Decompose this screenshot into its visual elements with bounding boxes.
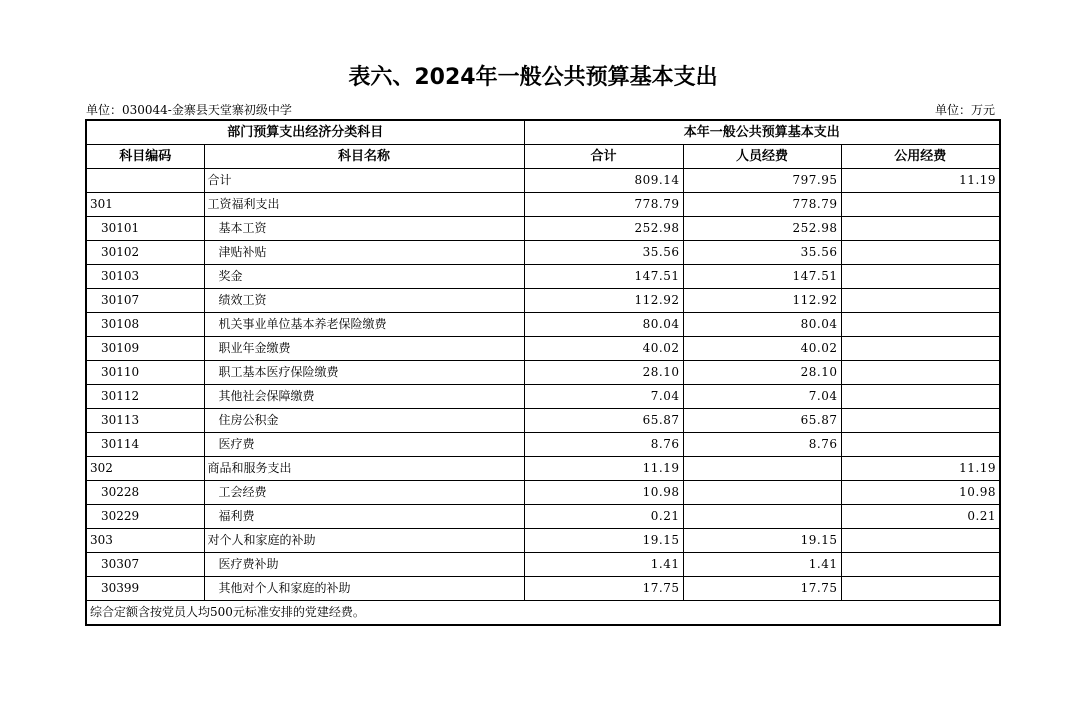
row-personnel: 65.87 bbox=[683, 409, 841, 433]
row-name: 工会经费 bbox=[204, 481, 524, 505]
row-personnel: 17.75 bbox=[683, 577, 841, 601]
table-body bbox=[86, 169, 1000, 601]
row-code: 303 bbox=[86, 529, 204, 553]
row-public bbox=[841, 361, 1000, 385]
row-name: 对个人和家庭的补助 bbox=[204, 529, 524, 553]
header-public: 公用经费 bbox=[841, 145, 1000, 169]
row-total: 252.98 bbox=[524, 217, 683, 241]
row-personnel: 19.15 bbox=[683, 529, 841, 553]
header-group-row bbox=[86, 120, 1000, 145]
row-public: 11.19 bbox=[841, 169, 1000, 193]
row-code: 30112 bbox=[86, 385, 204, 409]
row-public bbox=[841, 553, 1000, 577]
currency-unit-label: 单位：万元 bbox=[934, 103, 995, 117]
row-name: 机关事业单位基本养老保险缴费 bbox=[204, 313, 524, 337]
table-row bbox=[86, 241, 1000, 265]
row-personnel: 8.76 bbox=[683, 433, 841, 457]
row-personnel: 778.79 bbox=[683, 193, 841, 217]
table-row bbox=[86, 337, 1000, 361]
row-code: 30108 bbox=[86, 313, 204, 337]
row-name: 医疗费 bbox=[204, 433, 524, 457]
table-row bbox=[86, 169, 1000, 193]
row-name: 绩效工资 bbox=[204, 289, 524, 313]
row-personnel: 1.41 bbox=[683, 553, 841, 577]
row-public: 11.19 bbox=[841, 457, 1000, 481]
row-total: 8.76 bbox=[524, 433, 683, 457]
row-total: 17.75 bbox=[524, 577, 683, 601]
row-code: 302 bbox=[86, 457, 204, 481]
row-personnel: 252.98 bbox=[683, 217, 841, 241]
row-name: 基本工资 bbox=[204, 217, 524, 241]
unit-label: 单位：030044-金寨县天堂寨初级中学 bbox=[86, 103, 292, 117]
header-column-row bbox=[86, 145, 1000, 169]
row-total: 1.41 bbox=[524, 553, 683, 577]
header-basic-expenditure: 本年一般公共预算基本支出 bbox=[524, 120, 1000, 145]
budget-table bbox=[85, 119, 1001, 626]
row-public bbox=[841, 385, 1000, 409]
row-name: 奖金 bbox=[204, 265, 524, 289]
row-personnel: 80.04 bbox=[683, 313, 841, 337]
page-title: 表六、2024年一般公共预算基本支出 bbox=[348, 65, 718, 90]
row-total: 28.10 bbox=[524, 361, 683, 385]
row-total: 80.04 bbox=[524, 313, 683, 337]
row-code: 30107 bbox=[86, 289, 204, 313]
row-code: 30102 bbox=[86, 241, 204, 265]
row-personnel: 797.95 bbox=[683, 169, 841, 193]
row-code: 30399 bbox=[86, 577, 204, 601]
row-name: 商品和服务支出 bbox=[204, 457, 524, 481]
row-public bbox=[841, 217, 1000, 241]
row-name: 职业年金缴费 bbox=[204, 337, 524, 361]
table-row bbox=[86, 433, 1000, 457]
row-public bbox=[841, 337, 1000, 361]
table-row bbox=[86, 217, 1000, 241]
row-code: 30229 bbox=[86, 505, 204, 529]
row-public: 0.21 bbox=[841, 505, 1000, 529]
row-code: 30103 bbox=[86, 265, 204, 289]
row-personnel bbox=[683, 505, 841, 529]
table-row bbox=[86, 385, 1000, 409]
row-public bbox=[841, 529, 1000, 553]
row-personnel: 40.02 bbox=[683, 337, 841, 361]
row-name: 医疗费补助 bbox=[204, 553, 524, 577]
row-code: 30101 bbox=[86, 217, 204, 241]
row-code: 30228 bbox=[86, 481, 204, 505]
row-code: 30109 bbox=[86, 337, 204, 361]
note-row bbox=[86, 601, 1000, 626]
row-total: 0.21 bbox=[524, 505, 683, 529]
table-row bbox=[86, 193, 1000, 217]
table-row bbox=[86, 361, 1000, 385]
row-name: 其他社会保障缴费 bbox=[204, 385, 524, 409]
table-row bbox=[86, 289, 1000, 313]
table-row bbox=[86, 409, 1000, 433]
row-name: 合计 bbox=[204, 169, 524, 193]
row-total: 19.15 bbox=[524, 529, 683, 553]
row-total: 11.19 bbox=[524, 457, 683, 481]
row-total: 147.51 bbox=[524, 265, 683, 289]
table-row bbox=[86, 481, 1000, 505]
table-row bbox=[86, 505, 1000, 529]
header-classification: 部门预算支出经济分类科目 bbox=[86, 120, 524, 145]
row-code bbox=[86, 169, 204, 193]
row-code: 301 bbox=[86, 193, 204, 217]
row-public bbox=[841, 265, 1000, 289]
header-name: 科目名称 bbox=[204, 145, 524, 169]
row-total: 7.04 bbox=[524, 385, 683, 409]
row-personnel bbox=[683, 481, 841, 505]
row-total: 35.56 bbox=[524, 241, 683, 265]
row-total: 10.98 bbox=[524, 481, 683, 505]
row-personnel bbox=[683, 457, 841, 481]
row-code: 30307 bbox=[86, 553, 204, 577]
table-row bbox=[86, 265, 1000, 289]
row-total: 65.87 bbox=[524, 409, 683, 433]
footnote: 综合定额含按党员人均500元标准安排的党建经费。 bbox=[86, 601, 1000, 626]
row-total: 112.92 bbox=[524, 289, 683, 313]
row-public bbox=[841, 241, 1000, 265]
row-public: 10.98 bbox=[841, 481, 1000, 505]
row-total: 809.14 bbox=[524, 169, 683, 193]
row-code: 30110 bbox=[86, 361, 204, 385]
row-personnel: 28.10 bbox=[683, 361, 841, 385]
row-personnel: 35.56 bbox=[683, 241, 841, 265]
row-total: 778.79 bbox=[524, 193, 683, 217]
row-name: 福利费 bbox=[204, 505, 524, 529]
row-personnel: 7.04 bbox=[683, 385, 841, 409]
row-code: 30113 bbox=[86, 409, 204, 433]
table-row bbox=[86, 457, 1000, 481]
row-public bbox=[841, 577, 1000, 601]
row-public bbox=[841, 313, 1000, 337]
row-total: 40.02 bbox=[524, 337, 683, 361]
row-name: 工资福利支出 bbox=[204, 193, 524, 217]
row-name: 津贴补贴 bbox=[204, 241, 524, 265]
row-name: 职工基本医疗保险缴费 bbox=[204, 361, 524, 385]
row-personnel: 112.92 bbox=[683, 289, 841, 313]
header-total: 合计 bbox=[524, 145, 683, 169]
row-code: 30114 bbox=[86, 433, 204, 457]
row-public bbox=[841, 289, 1000, 313]
table-row bbox=[86, 553, 1000, 577]
row-public bbox=[841, 433, 1000, 457]
row-name: 其他对个人和家庭的补助 bbox=[204, 577, 524, 601]
header-personnel: 人员经费 bbox=[683, 145, 841, 169]
row-name: 住房公积金 bbox=[204, 409, 524, 433]
table-row bbox=[86, 577, 1000, 601]
row-personnel: 147.51 bbox=[683, 265, 841, 289]
row-public bbox=[841, 409, 1000, 433]
header-code: 科目编码 bbox=[86, 145, 204, 169]
row-public bbox=[841, 193, 1000, 217]
table-row bbox=[86, 313, 1000, 337]
table-row bbox=[86, 529, 1000, 553]
